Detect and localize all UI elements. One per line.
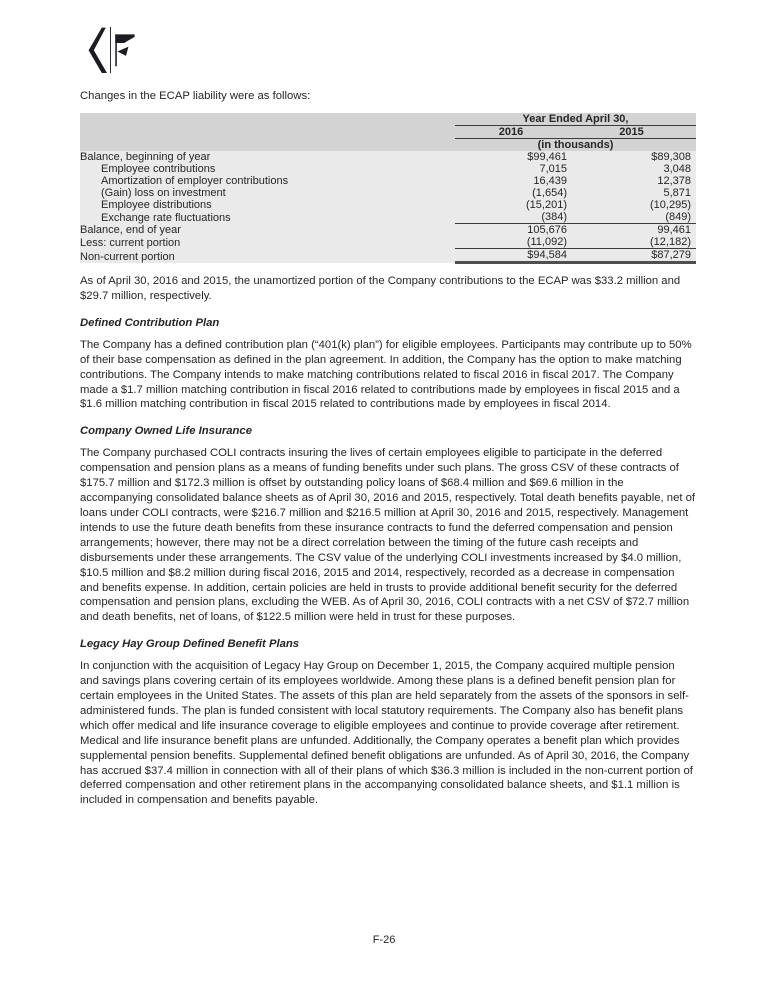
table-row bbox=[80, 236, 696, 249]
value-2016: (1,654) bbox=[455, 187, 567, 199]
row-label: Balance, beginning of year bbox=[80, 151, 455, 163]
paragraph-defined-contribution: The Company has a defined contribution plan (“401(k) plan”) for eligible employees. Participants may contribute up to 50% of their base compensation as defined in the plan agreement. In addition, the Company has the option to make matching contributions. The Company intends to make matching contributions related to fiscal 2016 in fiscal 2017. The Company made a $1.7 million matching contribution in fiscal 2016 related to contributions made by employees in fiscal 2015 and a $1.6 million matching contribution in fiscal 2015 related to contributions made by employees in fiscal 2014. bbox=[80, 338, 692, 411]
value-2015: (849) bbox=[567, 211, 696, 224]
value-2015: $89,308 bbox=[567, 151, 696, 163]
korn-ferry-logo-icon bbox=[84, 27, 138, 73]
table-row bbox=[80, 187, 696, 199]
table-row bbox=[80, 163, 696, 175]
value-2015: 5,871 bbox=[567, 187, 696, 199]
column-header-2015: 2015 bbox=[567, 126, 696, 139]
value-2015: (12,182) bbox=[567, 236, 696, 249]
row-label: (Gain) loss on investment bbox=[80, 187, 455, 199]
value-2015: $87,279 bbox=[567, 249, 696, 263]
page-content bbox=[80, 89, 696, 818]
value-2016: (384) bbox=[455, 211, 567, 224]
row-label: Less: current portion bbox=[80, 236, 455, 249]
table-units-label: (in thousands) bbox=[455, 139, 696, 152]
table-row bbox=[80, 211, 696, 224]
value-2016: 105,676 bbox=[455, 224, 567, 237]
paragraph-unamortized: As of April 30, 2016 and 2015, the unamortized portion of the Company contributions to the ECAP was $33.2 million and $29.7 million, respectively. bbox=[80, 275, 681, 302]
value-2015: (10,295) bbox=[567, 199, 696, 211]
ecap-liability-table bbox=[80, 113, 696, 264]
table-header-period-row bbox=[80, 113, 696, 126]
table-row bbox=[80, 199, 696, 211]
page-number: F-26 bbox=[372, 934, 396, 946]
intro-text: Changes in the ECAP liability were as follows: bbox=[80, 90, 311, 102]
section-heading-defined-contribution-plan: Defined Contribution Plan bbox=[80, 316, 220, 329]
row-label: Balance, end of year bbox=[80, 224, 455, 237]
row-label: Employee contributions bbox=[80, 163, 455, 175]
column-header-2016: 2016 bbox=[455, 126, 567, 139]
row-label: Amortization of employer contributions bbox=[80, 175, 455, 187]
value-2016: $99,461 bbox=[455, 151, 567, 163]
table-row bbox=[80, 175, 696, 187]
table-row bbox=[80, 249, 696, 263]
section-heading-legacy-hay-group: Legacy Hay Group Defined Benefit Plans bbox=[80, 638, 300, 651]
value-2016: (15,201) bbox=[455, 199, 567, 211]
table-period-label: Year Ended April 30, bbox=[455, 113, 696, 126]
value-2016: 16,439 bbox=[455, 175, 567, 187]
table-header-units-row bbox=[80, 139, 696, 152]
value-2016: $94,584 bbox=[455, 249, 567, 263]
value-2016: 7,015 bbox=[455, 163, 567, 175]
section-heading-company-owned-life-insurance: Company Owned Life Insurance bbox=[80, 425, 252, 438]
row-label: Exchange rate fluctuations bbox=[80, 211, 455, 224]
row-label: Non-current portion bbox=[80, 249, 455, 263]
value-2015: 3,048 bbox=[567, 163, 696, 175]
value-2015: 99,461 bbox=[567, 224, 696, 237]
paragraph-coli: The Company purchased COLI contracts insuring the lives of certain employees eligible to participate in the deferred compensation and pension plans as a means of funding benefits under such plans. The gross CSV of these contracts of $175.7 million and $172.3 million is offset by outstanding policy loans of $68.4 million and $69.6 million in the accompanying consolidated balance sheets as of April 30, 2016 and 2015, respectively. Total death benefits payable, net of loans under COLI contracts, were $216.7 million and $216.5 million at April 30, 2016 and 2015, respectively. Management intends to use the future death benefits from these insurance contracts to fund the deferred compensation and pension arrangements; however, there may not be a direct correlation between the timing of the future cash receipts and disbursements under these arrangements. The CSV value of the underlying COLI investments increased by $4.0 million, $10.5 million and $8.2 million during fiscal 2016, 2015 and 2014, respectively, recorded as a decrease in compensation and benefits expense. In addition, certain policies are held in trusts to provide additional benefit security for the deferred compensation and pension plans, excluding the WEB. As of April 30, 2016, COLI contracts with a net CSV of $72.7 million and death benefits, net of loans, of $122.5 million were held in trust for these purposes. bbox=[80, 447, 696, 624]
row-label: Employee distributions bbox=[80, 199, 455, 211]
paragraph-legacy-hay: In conjunction with the acquisition of Legacy Hay Group on December 1, 2015, the Company acquired multiple pension and savings plans covering certain of its employees worldwide. Among these plans is a defined benefit pension plan for certain employees in the United States. The assets of this plan are held separately from the assets of the sponsors in self-administered funds. The plan is funded consistent with local statutory requirements. The Company also has benefit plans which offer medical and life insurance coverage to eligible employees and continue to provide coverage after retirement. Medical and life insurance benefit plans are unfunded. Additionally, the Company operates a benefit plan which provides supplemental pension benefits. Supplemental defined benefit obligations are unfunded. As of April 30, 2016, the Company has accrued $37.4 million in connection with all of their plans of which $36.3 million is included in the non-current portion of deferred compensation and other retirement plans in the accompanying consolidated balance sheets, and $1.1 million is included in compensation and benefits payable. bbox=[80, 660, 693, 807]
table-row bbox=[80, 151, 696, 163]
value-2015: 12,378 bbox=[567, 175, 696, 187]
table-header-years-row bbox=[80, 126, 696, 139]
table-row bbox=[80, 224, 696, 237]
value-2016: (11,092) bbox=[455, 236, 567, 249]
